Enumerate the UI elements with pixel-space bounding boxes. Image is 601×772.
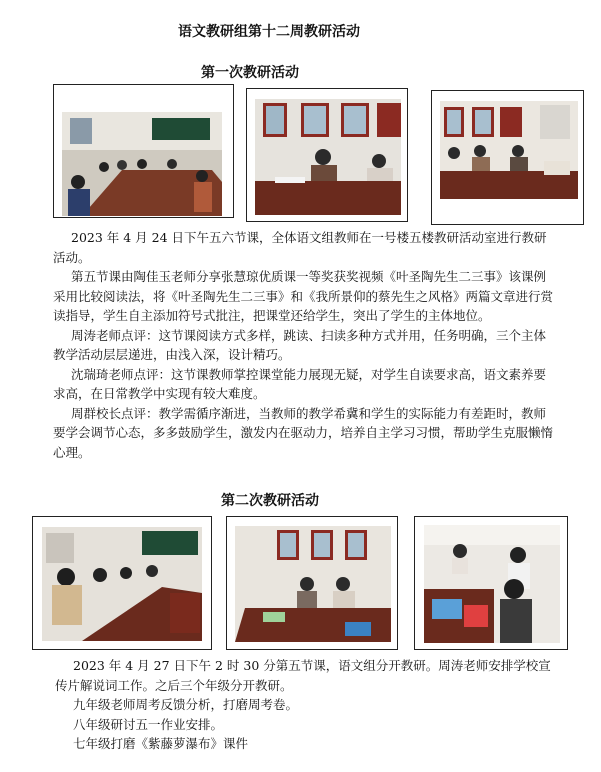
- section2-title: 第二次教研活动: [221, 493, 319, 509]
- section1-body: [53, 228, 557, 462]
- photo-teacher-presenting: [246, 88, 408, 222]
- section1-paragraph: 沈瑞琦老师点评：这节课教师掌控课堂能力展现无疑，对学生自读要求高，语文素养要求高，在日常教学中实现有较大难度。: [53, 366, 547, 401]
- section1-paragraph: 第五节课由陶佳玉老师分享张慧琼优质课一等奖获奖视频《叶圣陶先生二三事》该课例采用比较阅读法，将《叶圣陶先生二三事》和《我所景仰的蔡先生之风格》两篇文章进行赏读指导，学生自主添加符号式批注，把课堂还给学生，突出了学生的主体地位。: [53, 269, 554, 323]
- section1-paragraph: 周涛老师点评：这节课阅读方式多样，跳读、扫读多种方式并用，任务明确，三个主体教学活动层层递进，由浅入深，设计精巧。: [53, 327, 547, 362]
- section2-paragraph: 2023 年 4 月 27 日下午 2 时 30 分第五节课，语文组分开教研。周涛老师安排学校宣传片解说词工作。之后三个年级分开教研。: [55, 658, 551, 693]
- photo-teachers-reviewing-papers: [414, 516, 568, 650]
- section2-paragraph: 九年级老师周考反馈分析，打磨周考卷。: [73, 697, 299, 712]
- photo-meeting-room-wide: [53, 84, 234, 218]
- photo-teachers-at-desk: [431, 90, 584, 225]
- section1-paragraph: 周群校长点评：教学需循序渐进，当教师的教学希冀和学生的实际能力有差距时，教师要学会调节心态，多多鼓励学生，激发内在驱动力，培养自主学习习惯，帮助学生克服懒惰心理。: [53, 405, 554, 460]
- main-title: 语文教研组第十二周教研活动: [178, 24, 360, 40]
- section2-paragraph: 八年级研讨五一作业安排。: [73, 716, 224, 732]
- photo-small-group-meeting: [226, 516, 398, 650]
- section2-paragraph: 七年级打磨《紫藤萝瀑布》课件: [73, 736, 249, 751]
- section1-title: 第一次教研活动: [201, 65, 299, 81]
- photo-grade-group-discussion: [32, 516, 212, 650]
- section2-body: [55, 656, 559, 754]
- section1-paragraph: 2023 年 4 月 24 日下午五六节课，全体语文组教师在一号楼五楼教研活动室进行教研活动。: [53, 230, 547, 265]
